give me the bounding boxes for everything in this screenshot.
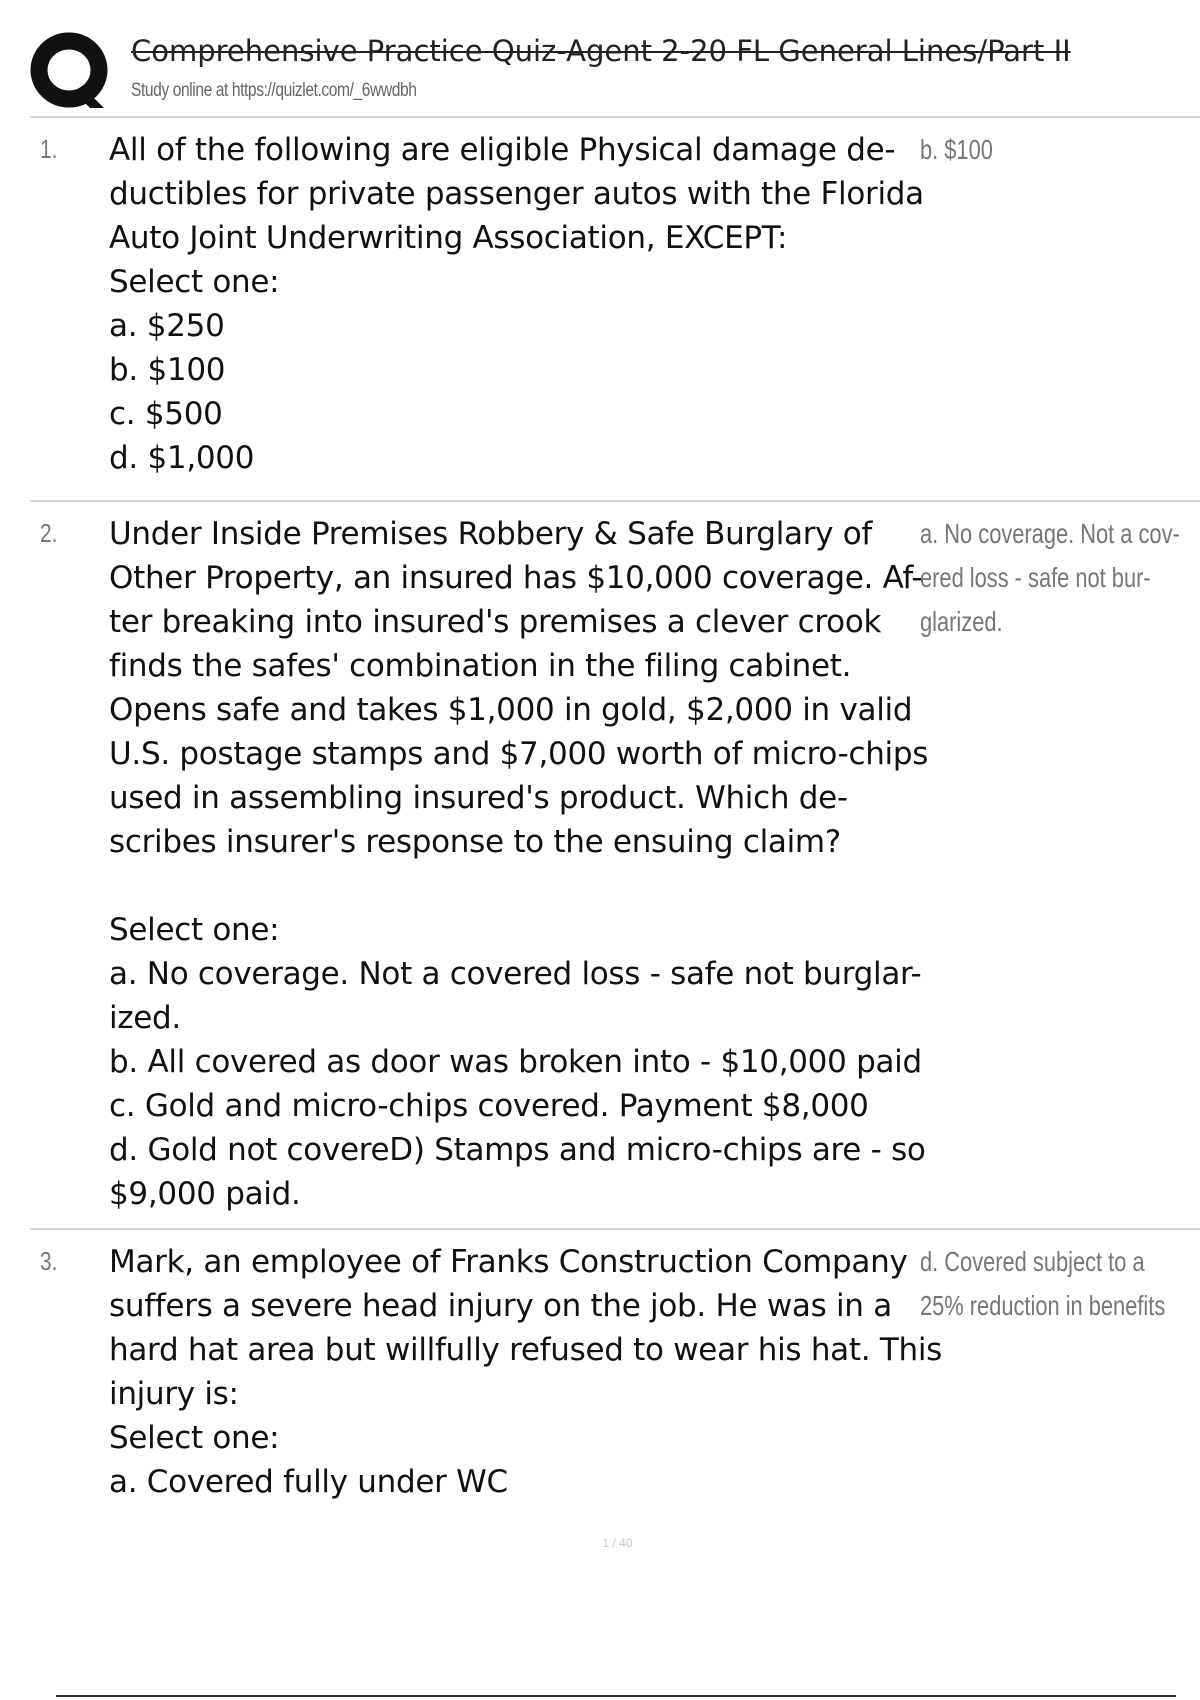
question-line: Mark, an employee of Franks Construction Company — [109, 1244, 908, 1280]
answer-line: d. Covered subject to a — [920, 1246, 1145, 1277]
question-line: $9,000 paid. — [109, 1176, 301, 1212]
question-line: Select one: — [109, 264, 280, 300]
question-number: 2. — [40, 518, 58, 548]
question-card-1 — [0, 118, 1200, 500]
question-card-3 — [0, 1230, 1200, 1530]
question-line: ized. — [109, 1000, 181, 1036]
question-number: 3. — [40, 1246, 58, 1276]
question-line: used in assembling insured's product. Which de- — [109, 780, 848, 816]
question-line: c. Gold and micro-chips covered. Payment $8,000 — [109, 1088, 869, 1124]
answer-line: ered loss - safe not bur- — [920, 562, 1151, 593]
question-line: Select one: — [109, 1420, 280, 1456]
question-line: Auto Joint Underwriting Association, EXCEPT: — [109, 220, 788, 256]
question-line: U.S. postage stamps and $7,000 worth of micro-chips — [109, 736, 929, 772]
question-line: Under Inside Premises Robbery & Safe Burglary of — [109, 516, 873, 552]
footer-divider — [56, 1695, 1176, 1697]
answer-text — [920, 512, 1200, 644]
question-line: b. $100 — [109, 352, 226, 388]
answer-line: 25% reduction in benefits — [920, 1290, 1166, 1321]
question-line: a. Covered fully under WC — [109, 1464, 508, 1500]
question-line: a. No coverage. Not a covered loss - safe not burglar- — [109, 956, 922, 992]
question-text — [109, 512, 929, 1216]
question-text — [109, 1240, 942, 1504]
question-line: Other Property, an insured has $10,000 coverage. Af- — [109, 560, 923, 596]
document-header — [0, 0, 1200, 118]
question-line: a. $250 — [109, 308, 225, 344]
question-line: scribes insurer's response to the ensuing claim? — [109, 824, 841, 860]
answer-line: a. No coverage. Not a cov- — [920, 518, 1180, 549]
question-line: ductibles for private passenger autos with the Florida — [109, 176, 924, 212]
question-text — [109, 128, 924, 480]
question-line: injury is: — [109, 1376, 239, 1412]
question-number: 1. — [40, 134, 58, 164]
question-line: suffers a severe head injury on the job. He was in a — [109, 1288, 892, 1324]
question-line: All of the following are eligible Physical damage de- — [109, 132, 896, 168]
question-line: Select one: — [109, 912, 280, 948]
answer-line: glarized. — [920, 606, 1003, 637]
question-line: finds the safes' combination in the filing cabinet. — [109, 648, 852, 684]
answer-text — [920, 128, 1200, 172]
question-line: b. All covered as door was broken into - $10,000 paid — [109, 1044, 922, 1080]
study-online-link[interactable]: Study online at https://quizlet.com/_6wwdbh — [131, 80, 417, 101]
quizlet-logo-icon — [30, 30, 112, 112]
question-card-2 — [0, 502, 1200, 1230]
answer-line: b. $100 — [920, 134, 993, 165]
question-line: hard hat area but willfully refused to wear his hat. This — [109, 1332, 942, 1368]
answer-text — [920, 1240, 1200, 1328]
question-line: d. Gold not covereD) Stamps and micro-chips are - so — [109, 1132, 926, 1168]
question-line: c. $500 — [109, 396, 223, 432]
question-line: Opens safe and takes $1,000 in gold, $2,000 in valid — [109, 692, 913, 728]
page-title: Comprehensive Practice Quiz-Agent 2-20 FL General Lines/Part II — [131, 34, 1071, 68]
blank-line — [109, 864, 919, 908]
page-number: 1 / 40 — [602, 1536, 633, 1550]
question-line: ter breaking into insured's premises a clever crook — [109, 604, 882, 640]
question-line: d. $1,000 — [109, 440, 255, 476]
